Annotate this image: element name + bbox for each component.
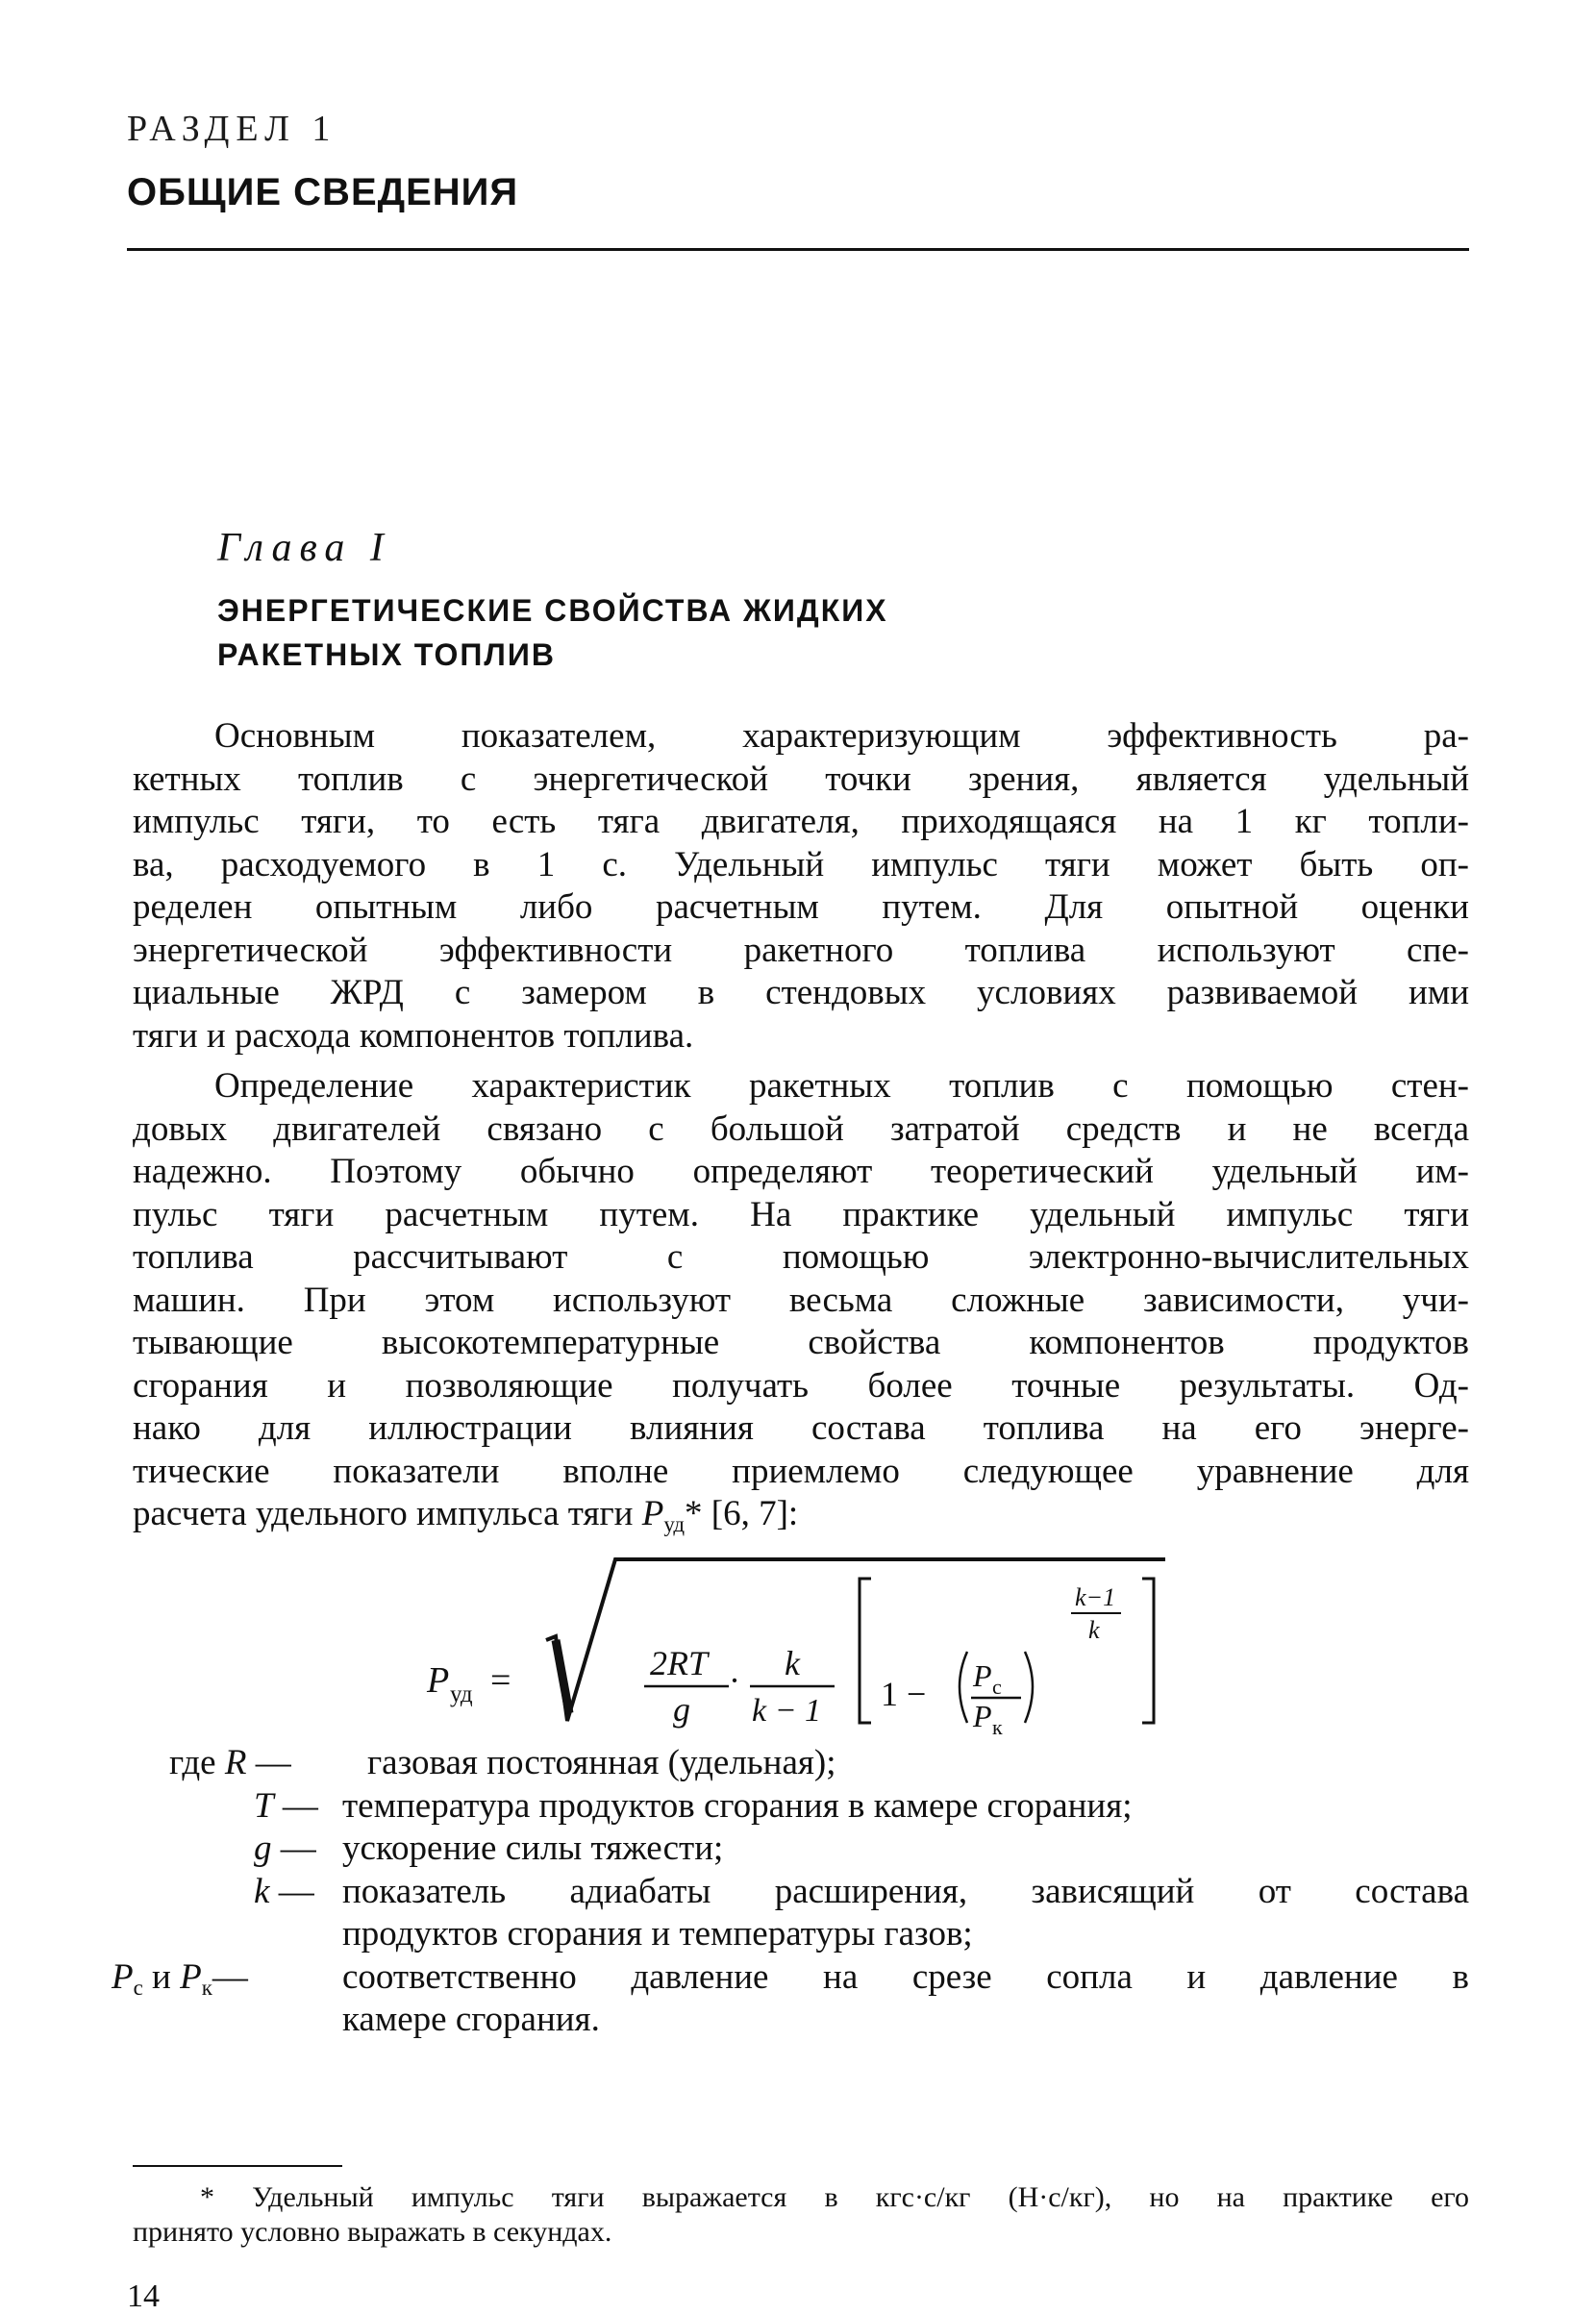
text-line: [133, 1493, 1469, 1536]
symbol-subscript: к: [201, 1975, 212, 2000]
definition-row: [133, 1742, 1479, 1785]
left-bracket: [860, 1579, 871, 1723]
symbol-subscript: с: [133, 1975, 143, 2000]
pressure-nozzle-symbol: P: [973, 1658, 992, 1693]
multiply-dot: ·: [729, 1661, 740, 1700]
text-line: сгорания и позволяющие получать более точные результаты. Од-: [133, 1365, 1469, 1406]
definition-text: газовая постоянная (удельная);: [367, 1743, 836, 1782]
definition-dash: —: [269, 1871, 314, 1911]
footnote-rule: [133, 2165, 342, 2167]
text-line: надежно. Поэтому обычно определяют теоретический удельный им-: [133, 1152, 1469, 1191]
header-rule: [127, 248, 1469, 251]
right-bracket: [1142, 1579, 1154, 1723]
chapter-title-line: ЭНЕРГЕТИЧЕСКИЕ СВОЙСТВА ЖИДКИХ: [217, 593, 888, 628]
text-line: циальные ЖРД с замером в стендовых условиях развиваемой ими: [133, 973, 1469, 1012]
definition-dash: —: [273, 1785, 318, 1826]
symbol-p: P: [641, 1494, 664, 1533]
page-number: 14: [127, 2278, 160, 2314]
definition-row: [133, 1871, 1479, 1914]
footnote-line: принято условно выражать в секундах.: [133, 2216, 612, 2248]
formula-lhs-sub: уд: [450, 1681, 473, 1707]
section-label: РАЗДЕЛ 1: [127, 109, 337, 149]
footnote-line: * Удельный импульс тяги выражается в кгс·с/кг (Н·с/кг), но на практике его: [200, 2181, 1469, 2213]
definition-symbol: [254, 1871, 314, 1914]
definition-row: [133, 1999, 1479, 2042]
symbol-subscript: уд: [663, 1511, 686, 1536]
exponent-numerator: k−1: [1075, 1583, 1116, 1611]
definition-dash: —: [212, 1956, 248, 1997]
definition-row: [133, 1828, 1479, 1871]
definition-text: температура продуктов сгорания в камере сгорания;: [342, 1785, 1133, 1826]
fraction-numerator-k: k: [785, 1644, 800, 1682]
symbol-k: k: [254, 1871, 270, 1911]
radical-sign: [546, 1559, 1165, 1721]
text-line: Определение характеристик ракетных топлив с помощью стен-: [214, 1066, 1469, 1106]
text-line: ределен опытным либо расчетным путем. Для опытной оценки: [133, 887, 1469, 927]
pressure-chamber-symbol: P: [973, 1699, 992, 1733]
text-line: энергетической эффективности ракетного топлива используют спе-: [133, 930, 1469, 970]
symbol-p: P: [180, 1956, 202, 1997]
radical-sign-stem: [556, 1640, 569, 1713]
definition-conjunction: и: [142, 1956, 181, 1997]
text-fragment: * [6, 7]:: [685, 1494, 799, 1533]
text-line: кетных топлив с энергетической точки зрения, является удельный: [133, 759, 1469, 799]
text-line: топлива рассчитывают с помощью электронно-вычислительных: [133, 1237, 1469, 1277]
text-line: Основным показателем, характеризующим эффективность ра-: [214, 716, 1469, 756]
definition-text: камере сгорания.: [342, 2000, 600, 2039]
definition-text: соответственно давление на срезе сопла и давление в: [342, 1956, 1469, 1997]
text-line: тические показатели вполне приемлемо следующее уравнение для: [133, 1451, 1469, 1491]
definition-dash: —: [271, 1829, 316, 1868]
definition-text: продуктов сгорания и температуры газов;: [342, 1914, 973, 1954]
fraction-denominator-g: g: [673, 1690, 690, 1729]
definition-symbol: [254, 1785, 318, 1829]
text-line: тывающие высокотемпературные свойства компонентов продуктов: [133, 1323, 1469, 1362]
fraction-denominator-k-minus-1: k − 1: [752, 1693, 822, 1729]
chapter-label: Глава I: [217, 526, 391, 570]
chapter-title: [217, 588, 888, 677]
right-paren: [1025, 1652, 1033, 1723]
definition-row: [112, 1956, 1479, 2000]
footnote: [133, 2180, 1469, 2250]
definition-row: [133, 1785, 1479, 1829]
symbol-g: g: [254, 1829, 272, 1868]
formula-one-minus: 1 −: [881, 1675, 927, 1713]
text-line: ва, расходуемого в 1 с. Удельный импульс тяги может быть оп-: [133, 844, 1469, 884]
paragraph-2: [133, 1065, 1469, 1536]
formula-equals: =: [490, 1660, 511, 1701]
section-title: ОБЩИЕ СВЕДЕНИЯ: [127, 171, 519, 213]
pressure-chamber-sub: к: [992, 1715, 1003, 1739]
definition-symbol: [169, 1742, 291, 1785]
text-line: машин. При этом используют весьма сложные зависимости, учи-: [133, 1280, 1469, 1320]
pressure-nozzle-sub: с: [992, 1675, 1002, 1699]
paragraph-1: [133, 715, 1469, 1058]
symbol-r: R: [224, 1743, 247, 1782]
chapter-title-line: РАКЕТНЫХ ТОПЛИВ: [217, 637, 556, 672]
symbol-p: P: [112, 1956, 134, 1997]
left-paren: [960, 1652, 967, 1723]
symbol-t: T: [254, 1785, 274, 1826]
text-fragment: расчета удельного импульса тяги: [133, 1494, 642, 1533]
fraction-numerator-2rt: 2RT: [650, 1644, 709, 1682]
definition-dash: —: [246, 1743, 291, 1782]
text-line: довых двигателей связано с большой затратой средств и не всегда: [133, 1108, 1469, 1149]
formula-lhs: P: [427, 1660, 450, 1701]
text-line: тяги и расхода компонентов топлива.: [133, 1015, 694, 1056]
definition-row: [133, 1913, 1479, 1956]
specific-impulse-formula: [423, 1552, 1173, 1739]
text-line: пульс тяги расчетным путем. На практике удельный импульс тяги: [133, 1194, 1469, 1234]
exponent-denominator: k: [1088, 1616, 1100, 1644]
text-line: нако для иллюстрации влияния состава топлива на его энерге-: [133, 1408, 1469, 1448]
variable-definitions: [112, 1742, 1479, 2042]
definition-prefix: где: [169, 1743, 216, 1782]
definition-text: ускорение силы тяжести;: [342, 1829, 724, 1868]
text-line: импульс тяги, то есть тяга двигателя, приходящаяся на 1 кг топли-: [133, 802, 1469, 841]
definition-symbol: [254, 1828, 316, 1871]
definition-text: показатель адиабаты расширения, зависящий от состава: [342, 1871, 1469, 1911]
